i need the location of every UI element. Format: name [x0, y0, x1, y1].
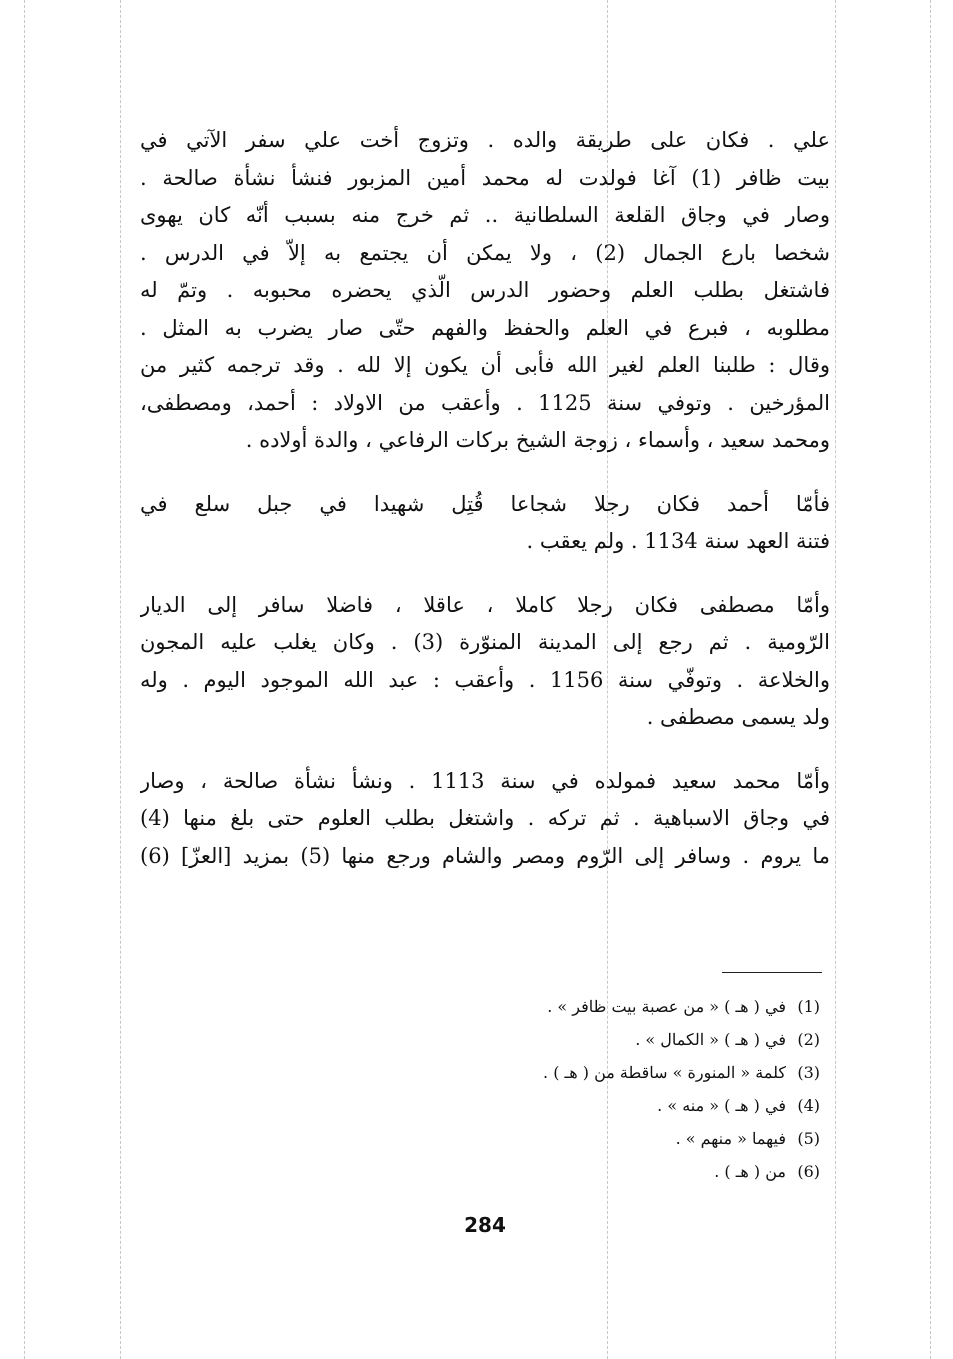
footnote-number: (1) [797, 997, 820, 1016]
scan-guide-right [835, 0, 836, 1359]
text-line: وأمّا مصطفى فكان رجلا كاملا ، عاقلا ، فاضلا سافر إلى الديار [140, 592, 830, 617]
paragraph-1 [140, 122, 830, 460]
text-line: في وجاق الاسباهية . ثم تركه . واشتغل بطلب العلوم حتى بلغ منها (4) [140, 806, 830, 830]
text-line: ولد يسمى مصطفى . [646, 705, 830, 729]
footnote-text: فيهما « منهم » . [675, 1129, 786, 1148]
scan-guide-right-outer [930, 0, 931, 1359]
footnote [420, 1155, 820, 1188]
text-line: الرّومية . ثم رجع إلى المدينة المنوّرة (3) . وكان يغلب عليه المجون [140, 630, 830, 654]
footnote-text: من ( هـ ) . [714, 1162, 786, 1181]
footnote [420, 1122, 820, 1155]
text-line: شخصا بارع الجمال (2) ، ولا يمكن أن يجتمع به إلاّ في الدرس . [140, 240, 830, 265]
text-line: وصار في وجاق القلعة السلطانية .. ثم خرج منه بسبب أنّه كان يهوى [140, 203, 830, 227]
text-line: ما يروم . وسافر إلى الرّوم ومصر والشام ورجع منها (5) بمزيد [العزّ] (6) [140, 843, 830, 868]
footnote-number: (3) [797, 1063, 820, 1082]
paragraph-3 [140, 587, 830, 737]
footnote-rule [722, 972, 822, 973]
paragraph-2 [140, 486, 830, 561]
text-line: وقال : طلبنا العلم لغير الله فأبى أن يكون إلا لله . وقد ترجمه كثير من [140, 353, 830, 377]
text-line: وأمّا محمد سعيد فمولده في سنة 1113 . ونشأ نشأة صالحة ، وصار [140, 768, 830, 793]
page-number: 284 [464, 1213, 506, 1237]
footnote-number: (5) [797, 1129, 820, 1148]
text-line: علي . فكان على طريقة والده . وتزوج أخت علي سفر الآتي في [140, 128, 830, 152]
text-line: ومحمد سعيد ، وأسماء ، زوجة الشيخ بركات الرفاعي ، والدة أولاده . [245, 428, 830, 452]
text-line: فأمّا أحمد فكان رجلا شجاعا قُتِل شهيدا في جبل سلع في [140, 491, 830, 516]
text-line: فتنة العهد سنة 1134 . ولم يعقب . [526, 529, 830, 553]
footnote-number: (2) [797, 1030, 820, 1049]
footnote-number: (4) [797, 1096, 820, 1115]
footnote-text: كلمة « المنورة » ساقطة من ( هـ ) . [543, 1063, 786, 1082]
footnote-text: في ( هـ ) « منه » . [657, 1096, 786, 1115]
text-line: مطلوبه ، فبرع في العلم والحفظ والفهم حتّى صار يضرب به المثل . [140, 315, 830, 340]
text-line: بيت ظافر (1) آغا فولدت له محمد أمين المزبور فنشأ نشأة صالحة . [140, 165, 830, 190]
footnote [420, 990, 820, 1023]
scan-guide-left-inner [120, 0, 121, 1359]
text-line: المؤرخين . وتوفي سنة 1125 . وأعقب من الاولاد : أحمد، ومصطفى، [140, 390, 830, 415]
page-body [140, 122, 830, 875]
footnote [420, 1023, 820, 1056]
text-line: والخلاعة . وتوفّي سنة 1156 . وأعقب : عبد الله الموجود اليوم . وله [140, 667, 830, 692]
footnote-text: في ( هـ ) « الكمال » . [635, 1030, 786, 1049]
footnotes [420, 990, 820, 1188]
text-line: فاشتغل بطلب العلم وحضور الدرس الّذي يحضره محبوبه . وتمّ له [140, 278, 830, 302]
footnote [420, 1056, 820, 1089]
scan-guide-left [24, 0, 25, 1359]
footnote-text: في ( هـ ) « من عصبة بيت ظافر » . [547, 997, 786, 1016]
footnote [420, 1089, 820, 1122]
paragraph-4 [140, 763, 830, 876]
footnote-number: (6) [797, 1162, 820, 1181]
